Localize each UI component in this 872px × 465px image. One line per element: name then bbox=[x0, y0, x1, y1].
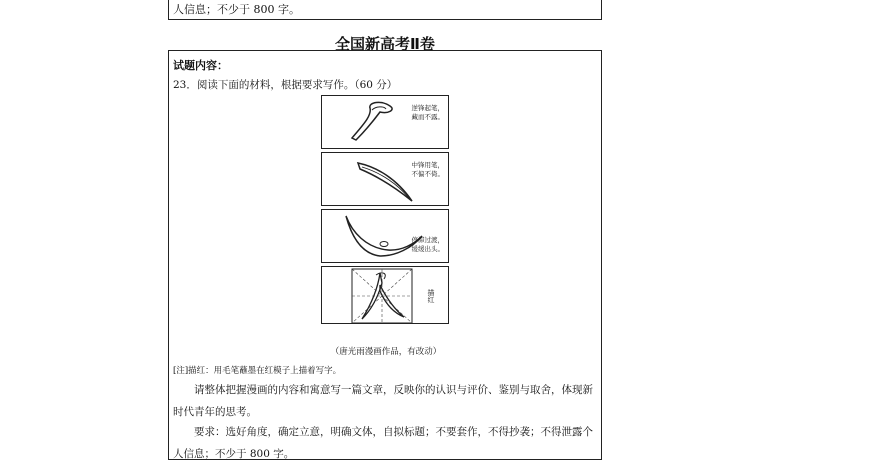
question-box bbox=[168, 50, 602, 460]
panel-1-caption: 逆锋起笔， 藏而不露。 bbox=[411, 104, 444, 121]
comic-panel-3 bbox=[321, 209, 449, 263]
exam-heading: 全国新高考Ⅱ卷 bbox=[335, 35, 435, 53]
previous-question-tail: 人信息；不少于 800 字。 bbox=[173, 3, 300, 16]
comic-panel-4 bbox=[321, 266, 449, 324]
footnote: [注]描红：用毛笔蘸墨在红模子上描着写字。 bbox=[173, 366, 342, 376]
panel-2-caption: 中锋用笔， 不偏不倚。 bbox=[411, 161, 444, 178]
comic-panel-1 bbox=[321, 95, 449, 149]
requirements-paragraph: 要求：选好角度，确定立意，明确文体，自拟标题；不要套作，不得抄袭；不得泄露个人信息；不少于 800 字。 bbox=[173, 426, 593, 460]
panel-4-caption: 描红 bbox=[427, 289, 435, 303]
question-prompt: 23．阅读下面的材料，根据要求写作。（60 分） bbox=[173, 79, 398, 91]
comic-panel-2 bbox=[321, 152, 449, 206]
comic-strip bbox=[321, 95, 449, 327]
comic-credit: （唐光雨漫画作品，有改动） bbox=[330, 347, 442, 357]
instruction-paragraph: 请整体把握漫画的内容和寓意写一篇文章，反映你的认识与评价、鉴别与取舍，体现新时代青年的思考。 bbox=[173, 384, 593, 418]
sub-heading: 试题内容： bbox=[173, 59, 228, 72]
previous-question-box bbox=[168, 0, 602, 20]
panel-3-caption: 停滞过渡， 缓缓出头。 bbox=[411, 236, 444, 253]
